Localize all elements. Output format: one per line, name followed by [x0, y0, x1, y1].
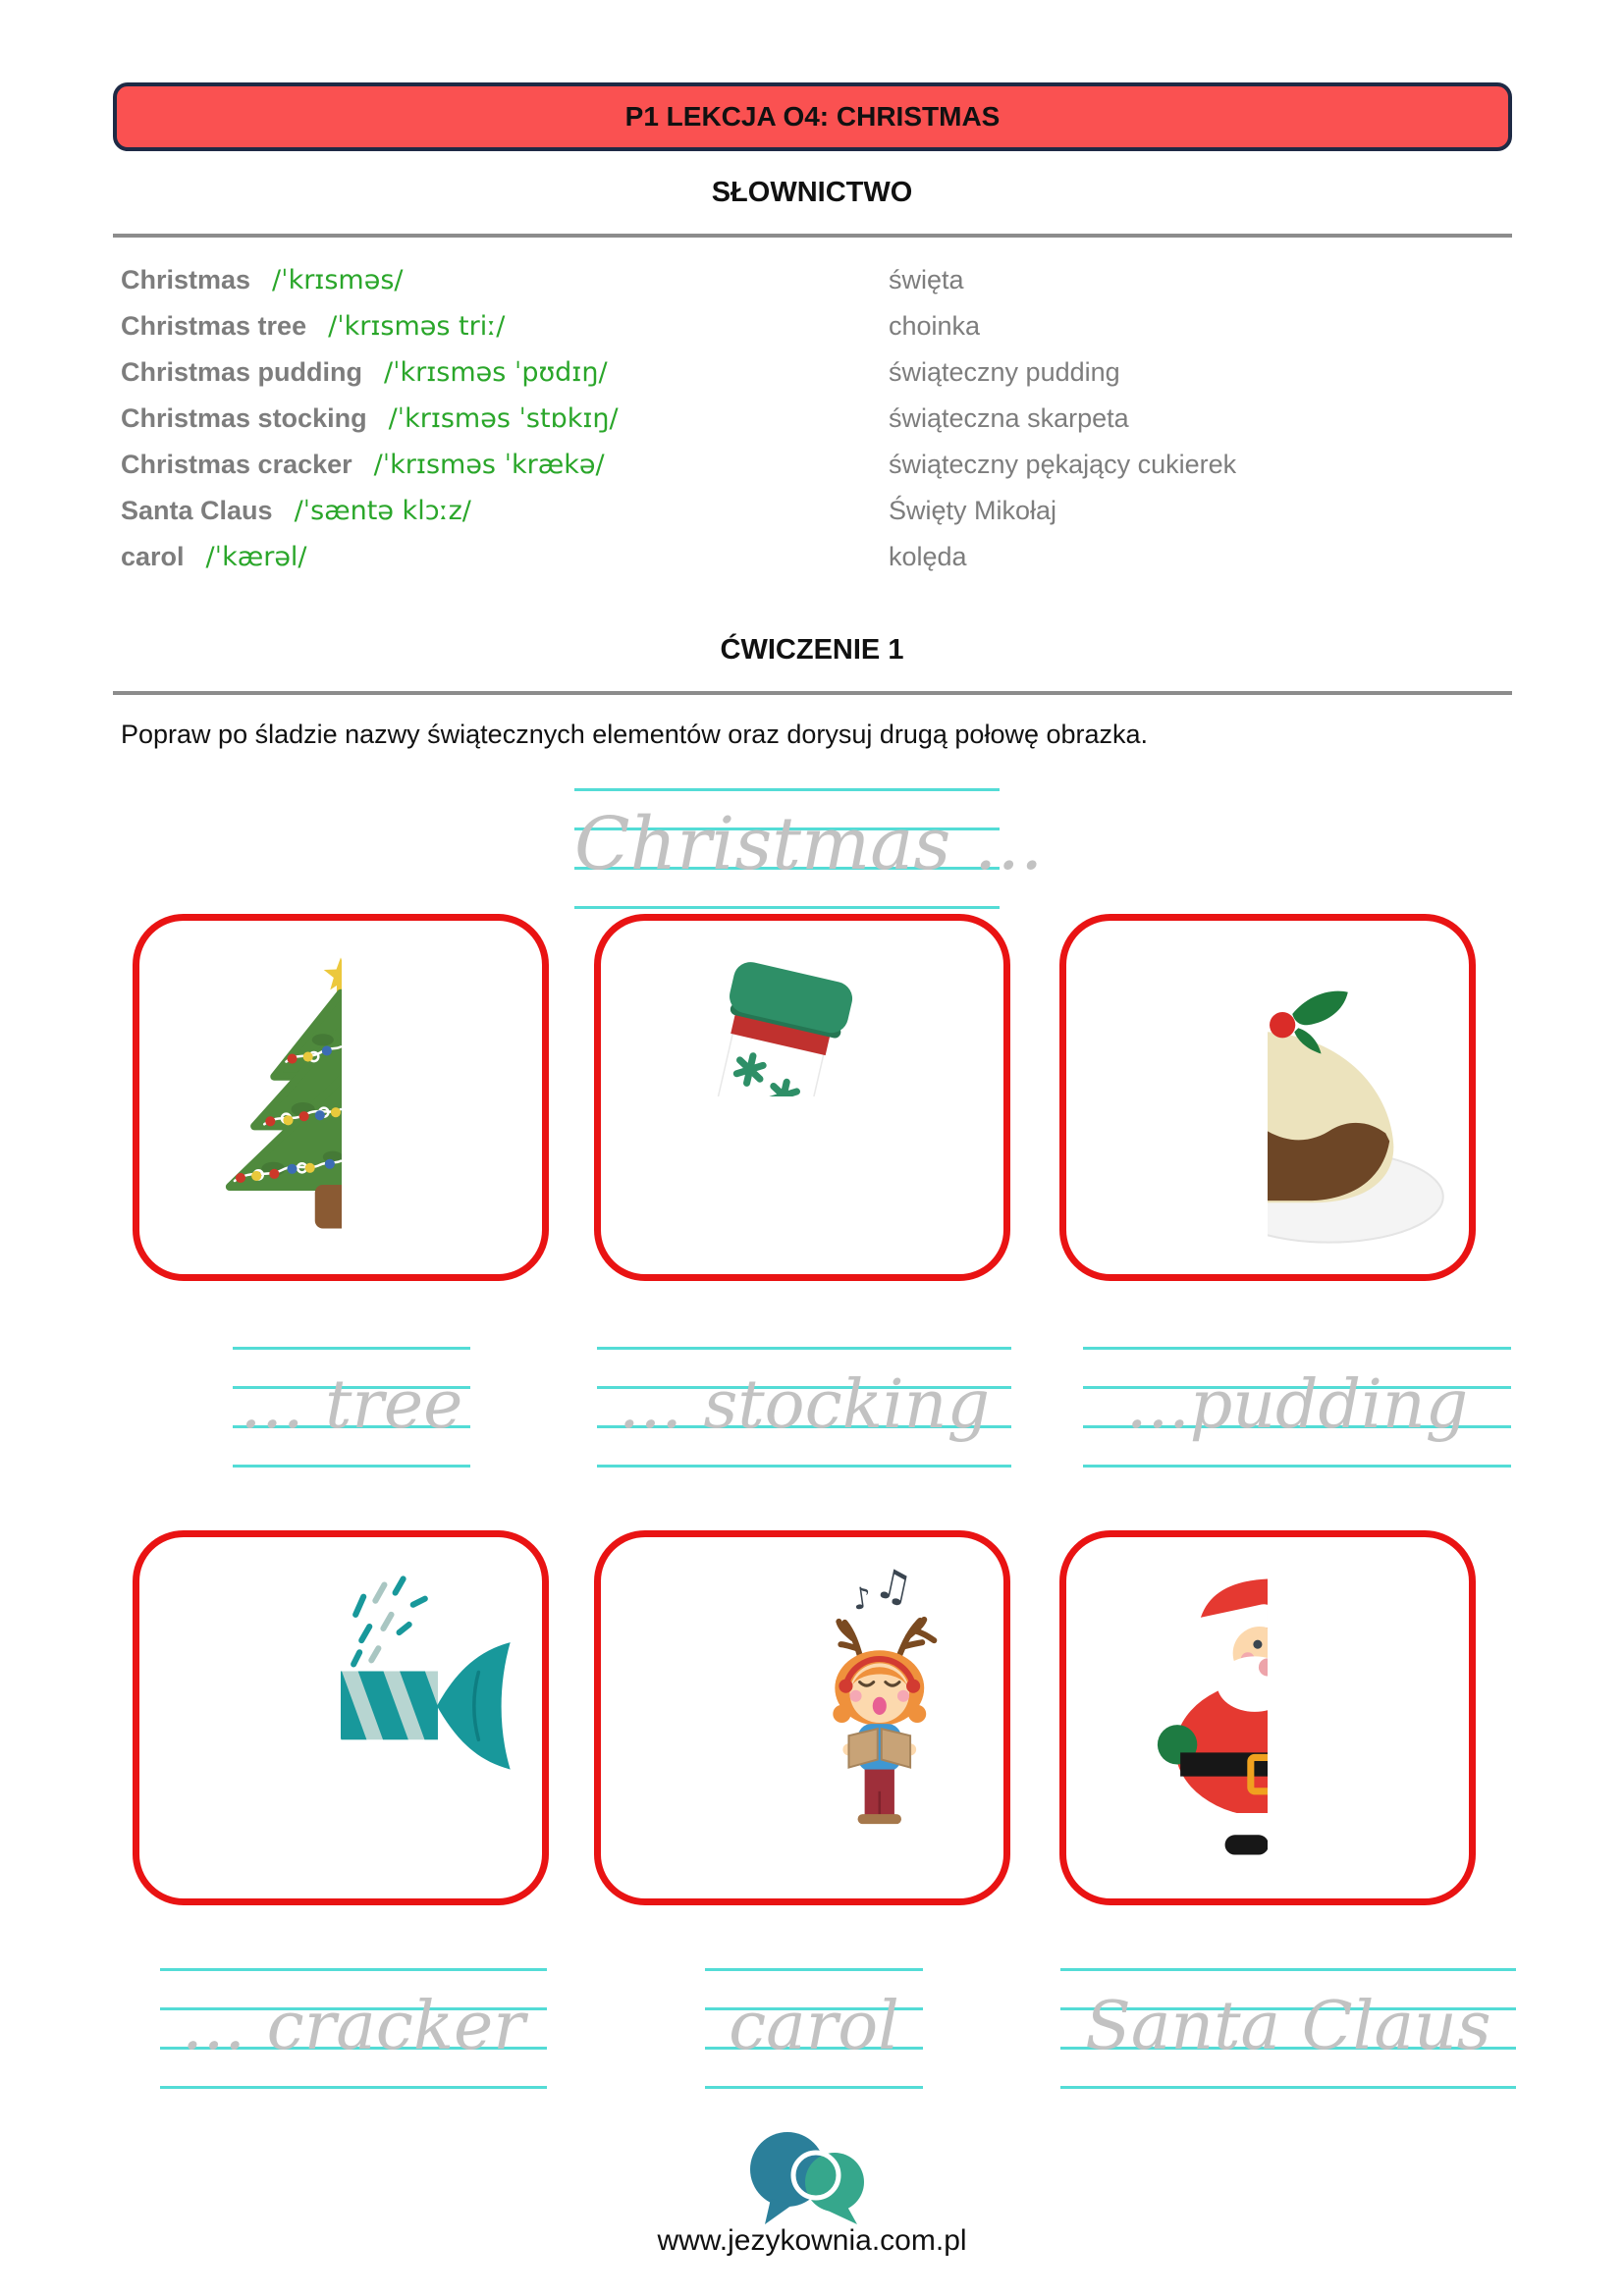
image-box-cracker [133, 1530, 549, 1905]
vocab-row [121, 488, 1515, 534]
vocab-ipa: /ˈsæntə klɔːz/ [294, 496, 471, 526]
guide-line [233, 1465, 470, 1468]
vocab-translation: Święty Mikołaj [889, 496, 1057, 525]
singing-mouth [873, 1697, 887, 1715]
guide-line [705, 1968, 923, 1971]
vocab-ipa: /ˈkrɪsməs ˈstɒkɪŋ/ [388, 403, 619, 434]
pudding-half-illustration [1066, 921, 1469, 1274]
vocab-term: Christmas cracker [121, 450, 352, 479]
stocking-half-illustration [601, 921, 1003, 1274]
trace-field-pudding [1083, 1327, 1511, 1474]
beard [1217, 1656, 1292, 1712]
section-divider [113, 234, 1512, 238]
image-box-carol [594, 1530, 1010, 1905]
jezykownia-logo [741, 2118, 889, 2241]
vocab-ipa: /ˈkrɪsməs ˈkrækə/ [373, 450, 605, 480]
guide-line [597, 1465, 1011, 1468]
trace-word: carol [729, 1988, 899, 2065]
trace-word: ... cracker [182, 1988, 525, 2065]
lesson-title-banner [113, 82, 1512, 151]
eye [1253, 1640, 1262, 1649]
trace-field-christmas [574, 769, 1044, 916]
guide-line [233, 1347, 470, 1350]
guide-line [574, 788, 1000, 791]
section-divider [113, 691, 1512, 695]
vocab-ipa: /ˈkrɪsməs ˈpʊdɪŋ/ [384, 357, 608, 388]
carol-singer-illustration [601, 1537, 1003, 1898]
vocab-term: Christmas stocking [121, 403, 367, 433]
boot [1225, 1835, 1269, 1854]
music-notes-icon [850, 1559, 917, 1617]
hat-pom [1175, 1633, 1205, 1663]
svg-text:♫: ♫ [870, 1559, 917, 1615]
trace-field-stocking [597, 1327, 1011, 1474]
guide-line [1060, 2086, 1516, 2089]
christmas-tree-half-illustration [139, 921, 542, 1274]
vocab-ipa: /ˈkærəl/ [205, 542, 307, 572]
image-box-christmas-tree [133, 914, 549, 1281]
image-box-pudding [1059, 914, 1476, 1281]
trace-field-carol [705, 1949, 923, 2096]
santa-half-illustration [1066, 1537, 1469, 1898]
trace-word: Santa Claus [1085, 1988, 1491, 2065]
vocab-translation: choinka [889, 311, 981, 341]
lesson-title: P1 LEKCJA O4: CHRISTMAS [624, 101, 1001, 132]
svg-text:♪: ♪ [849, 1580, 874, 1618]
vocab-term: Christmas tree [121, 311, 307, 341]
earmuff [839, 1680, 852, 1693]
vocab-ipa: /ˈkrɪsməs triː/ [328, 311, 506, 342]
vocab-translation: kolęda [889, 542, 967, 571]
guide-line [160, 1968, 547, 1971]
guide-line [1083, 1465, 1511, 1468]
vocabulary-heading: SŁOWNICTWO [711, 177, 913, 208]
trace-field-cracker [160, 1949, 547, 2096]
vocab-translation: święta [889, 265, 964, 294]
trunk [315, 1185, 367, 1228]
vocab-term: carol [121, 542, 185, 571]
vocab-row [121, 396, 1515, 442]
vocab-row [121, 303, 1515, 349]
cracker-half-illustration [139, 1537, 542, 1898]
trace-field-santa [1060, 1949, 1516, 2096]
vocab-term: Christmas pudding [121, 357, 363, 387]
vocabulary-list [121, 257, 1515, 580]
guide-line [1083, 1347, 1511, 1350]
guide-line [160, 2086, 547, 2089]
earmuff [906, 1680, 920, 1693]
vocab-ipa: /ˈkrɪsməs/ [272, 265, 404, 295]
confetti [353, 1578, 425, 1664]
trace-word: Christmas ... [574, 802, 1044, 886]
guide-line [597, 1347, 1011, 1350]
vocab-row [121, 442, 1515, 488]
vocab-translation: świąteczna skarpeta [889, 403, 1129, 433]
guide-line [1060, 1968, 1516, 1971]
exercise-instruction: Popraw po śladzie nazwy świątecznych elementów oraz dorysuj drugą połowę obrazka. [121, 720, 1149, 749]
vocab-translation: świąteczny pękający cukierek [889, 450, 1237, 479]
trace-word: ... stocking [619, 1366, 990, 1444]
guide-line [705, 2086, 923, 2089]
base [858, 1814, 901, 1824]
trace-field-tree [233, 1327, 470, 1474]
website-url: www.jezykownia.com.pl [657, 2224, 967, 2257]
guide-line [574, 906, 1000, 909]
image-box-stocking [594, 914, 1010, 1281]
vocab-translation: świąteczny pudding [889, 357, 1120, 387]
image-box-santa [1059, 1530, 1476, 1905]
exercise-heading: ĆWICZENIE 1 [720, 634, 904, 666]
nose [1259, 1658, 1276, 1676]
vocab-term: Christmas [121, 265, 251, 294]
vocab-row [121, 349, 1515, 396]
stocking-red-stripe [711, 1105, 807, 1149]
trace-word: ...pudding [1125, 1366, 1469, 1444]
trace-word: ... tree [240, 1366, 463, 1444]
vocab-row [121, 534, 1515, 580]
vocab-term: Santa Claus [121, 496, 273, 525]
vocab-row [121, 257, 1515, 303]
